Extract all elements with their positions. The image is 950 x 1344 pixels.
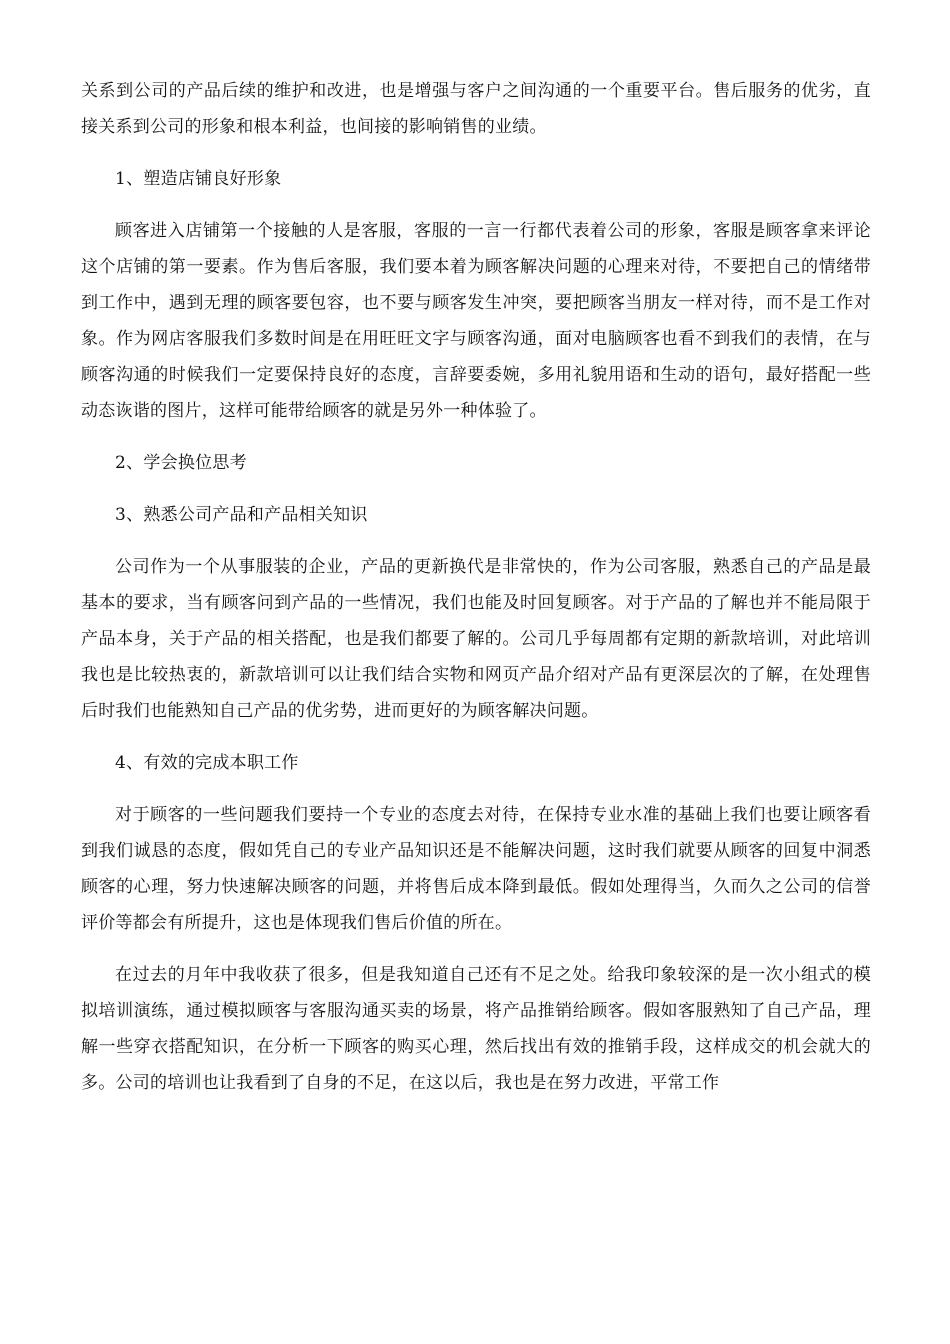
section-heading-3: 3、熟悉公司产品和产品相关知识: [115, 505, 368, 525]
section-heading-1: 1、塑造店铺良好形象: [115, 169, 282, 189]
paragraph-product-knowledge: 公司作为一个从事服装的企业，产品的更新换代是非常快的，作为公司客服，熟悉自己的产品是最基本的要求，当有顾客问到产品的一些情况，我们也能及时回复顾客。对于产品的了解也并不能局限于产品本身，关于产品的相关搭配，也是我们都要了解的。公司几乎每周都有定期的新款培训，对此培训我也是比较热衷的，新款培训可以让我们结合实物和网页产品介绍对产品有更深层次的了解，在处理售后时我们也能熟知自己产品的优劣势，进而更好的为顾客解决问题。: [81, 557, 871, 721]
section-heading-2: 2、学会换位思考: [115, 453, 247, 473]
paragraph-reflection: 在过去的月年中我收获了很多，但是我知道自己还有不足之处。给我印象较深的是一次小组式的模拟培训演练，通过模拟顾客与客服沟通买卖的场景，将产品推销给顾客。假如客服熟知了自己产品，理解一些穿衣搭配知识，在分析一下顾客的购买心理，然后找出有效的推销手段，这样成交的机会就大的多。公司的培训也让我看到了自身的不足，在这以后，我也是在努力改进，平常工作: [81, 965, 871, 1093]
document-body: [81, 73, 871, 1117]
paragraph-store-image: 顾客进入店铺第一个接触的人是客服，客服的一言一行都代表着公司的形象，客服是顾客拿来评论这个店铺的第一要素。作为售后客服，我们要本着为顾客解决问题的心理来对待，不要把自己的情绪带到工作中，遇到无理的顾客要包容，也不要与顾客发生冲突，要把顾客当朋友一样对待，而不是工作对象。作为网店客服我们多数时间是在用旺旺文字与顾客沟通，面对电脑顾客也看不到我们的表情，在与顾客沟通的时候我们一定要保持良好的态度，言辞要委婉，多用礼貌用语和生动的语句，最好搭配一些动态诙谐的图片，这样可能带给顾客的就是另外一种体验了。: [81, 221, 871, 421]
paragraph-professional-attitude: 对于顾客的一些问题我们要持一个专业的态度去对待，在保持专业水准的基础上我们也要让顾客看到我们诚恳的态度，假如凭自己的专业产品知识还是不能解决问题，这时我们就要从顾客的回复中洞悉顾客的心理，努力快速解决顾客的问题，并将售后成本降到最低。假如处理得当，久而久之公司的信誉评价等都会有所提升，这也是体现我们售后价值的所在。: [81, 805, 871, 933]
section-heading-4: 4、有效的完成本职工作: [115, 753, 299, 773]
paragraph-continuation: 关系到公司的产品后续的维护和改进，也是增强与客户之间沟通的一个重要平台。售后服务的优劣，直接关系到公司的形象和根本利益，也间接的影响销售的业绩。: [81, 81, 871, 137]
